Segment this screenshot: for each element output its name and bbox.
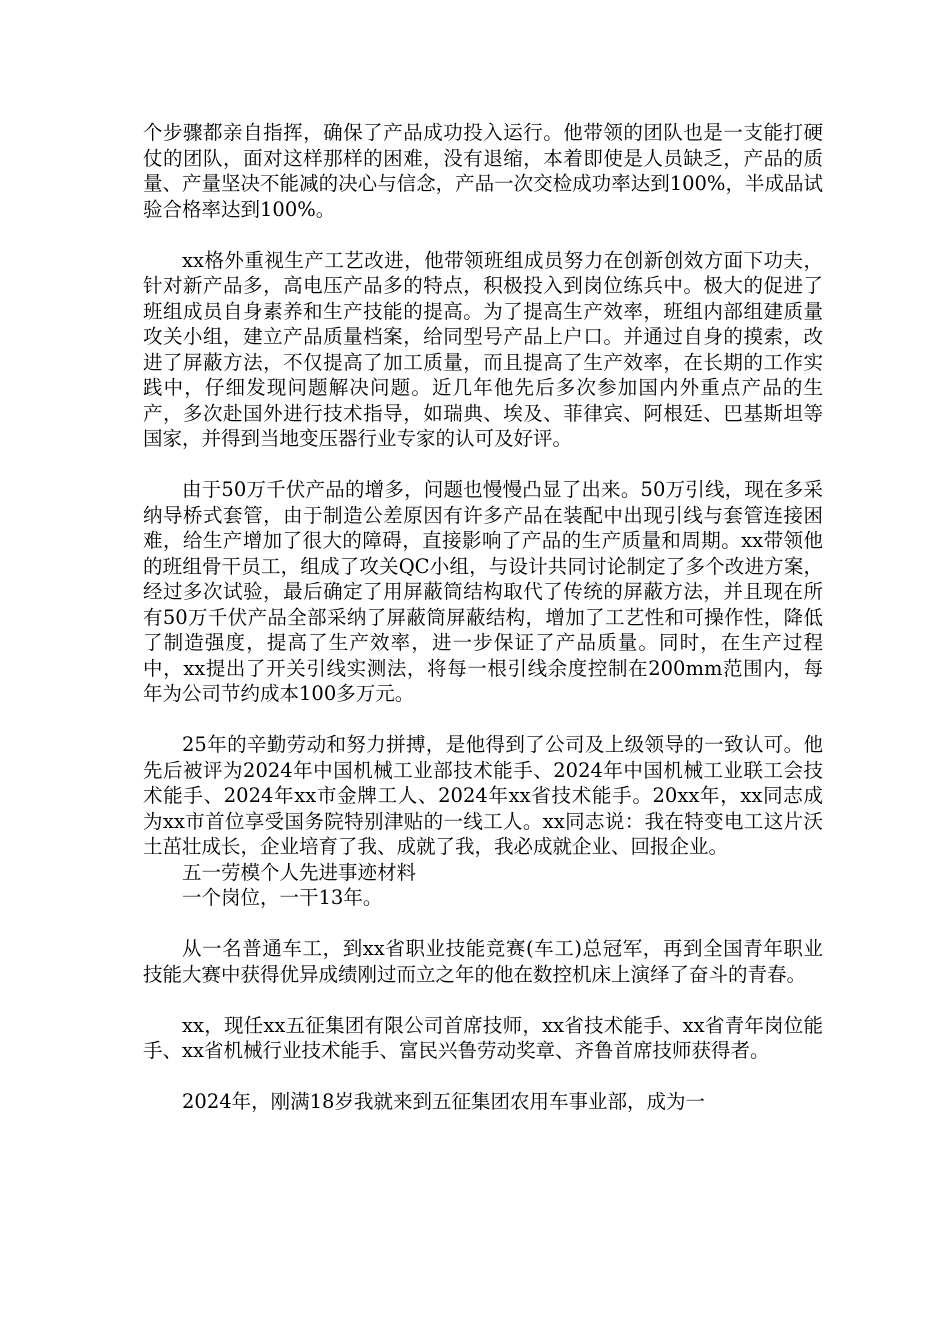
paragraph-continuation: 个步骤都亲自指挥，确保了产品成功投入运行。他带领的团队也是一支能打硬仗的团队，面对这样那样的困难，没有退缩，本着即使是人员缺乏，产品的质量、产量坚决不能减的决心与信念，产品一次交检成功率达到100%，半成品试验合格率达到100%。 (143, 121, 823, 221)
section-subtitle: 一个岗位，一干13年。 (182, 886, 383, 909)
paragraph-500kv-products: 由于50万千伏产品的增多，问题也慢慢凸显了出来。50万引线，现在多采纳导桥式套管，由于制造公差原因有许多产品在装配中出现引线与套管连接困难，给生产增加了很大的障碍，直接影响了产品的生产质量和周期。xx带领他的班组骨干员工，组成了攻关QC小组，与设计共同讨论制定了多个改进方案，经过多次试验，最后确定了用屏蔽筒结构取代了传统的屏蔽方法，并且现在所有50万千伏产品全部采纳了屏蔽筒屏蔽结构，增加了工艺性和可操作性，降低了制造强度，提高了生产效率，进一步保证了产品质量。同时，在生产过程中，xx提出了开关引线实测法，将每一根引线余度控制在200mm范围内，每年为公司节约成本100多万元。 (143, 478, 823, 705)
section-heading: 五一劳模个人先进事迹材料 (182, 860, 417, 884)
paragraph-career-intro: 从一名普通车工，到xx省职业技能竞赛(车工)总冠军，再到全国青年职业技能大赛中获得优异成绩刚过而立之年的他在数控机床上演绎了奋斗的青春。 (143, 937, 823, 986)
paragraph-spacer (143, 222, 823, 248)
paragraph-spacer (143, 911, 823, 937)
document-body (143, 120, 823, 1115)
paragraph-spacer (143, 707, 823, 733)
paragraph-spacer (143, 452, 823, 478)
paragraph-process-improvement: xx格外重视生产工艺改进，他带领班组成员努力在创新创效方面下功夫，针对新产品多，高电压产品多的特点，积极投入到岗位练兵中。极大的促进了班组成员自身素养和生产技能的提高。为了提高生产效率，班组内部组建质量攻关小组，建立产品质量档案，给同型号产品上户口。并通过自身的摸索，改进了屏蔽方法，不仅提高了加工质量，而且提高了生产效率，在长期的工作实践中，仔细发现问题解决问题。近几年他先后多次参加国内外重点产品的生产，多次赴国外进行技术指导，如瑞典、埃及、菲律宾、阿根廷、巴基斯坦等国家，并得到当地变压器行业专家的认可及好评。 (143, 248, 823, 450)
paragraph-current-role: xx，现任xx五征集团有限公司首席技师，xx省技术能手、xx省青年岗位能手、xx省机械行业技术能手、富民兴鲁劳动奖章、齐鲁首席技师获得者。 (143, 1013, 823, 1062)
paragraph-recognition: 25年的辛勤劳动和努力拼搏，是他得到了公司及上级领导的一致认可。他先后被评为2024年中国机械工业部技术能手、2024年中国机械工业联工会技术能手、2024年xx市金牌工人、2024年xx省技术能手。20xx年，xx同志成为xx市首位享受国务院特别津贴的一线工人。xx同志说：我在特变电工这片沃土茁壮成长，企业培育了我、成就了我，我必成就企业、回报企业。 (143, 733, 823, 858)
paragraph-2024-start: 2024年，刚满18岁我就来到五征集团农用车事业部，成为一 (182, 1090, 705, 1113)
paragraph-spacer (143, 1064, 823, 1090)
paragraph-spacer (143, 987, 823, 1013)
